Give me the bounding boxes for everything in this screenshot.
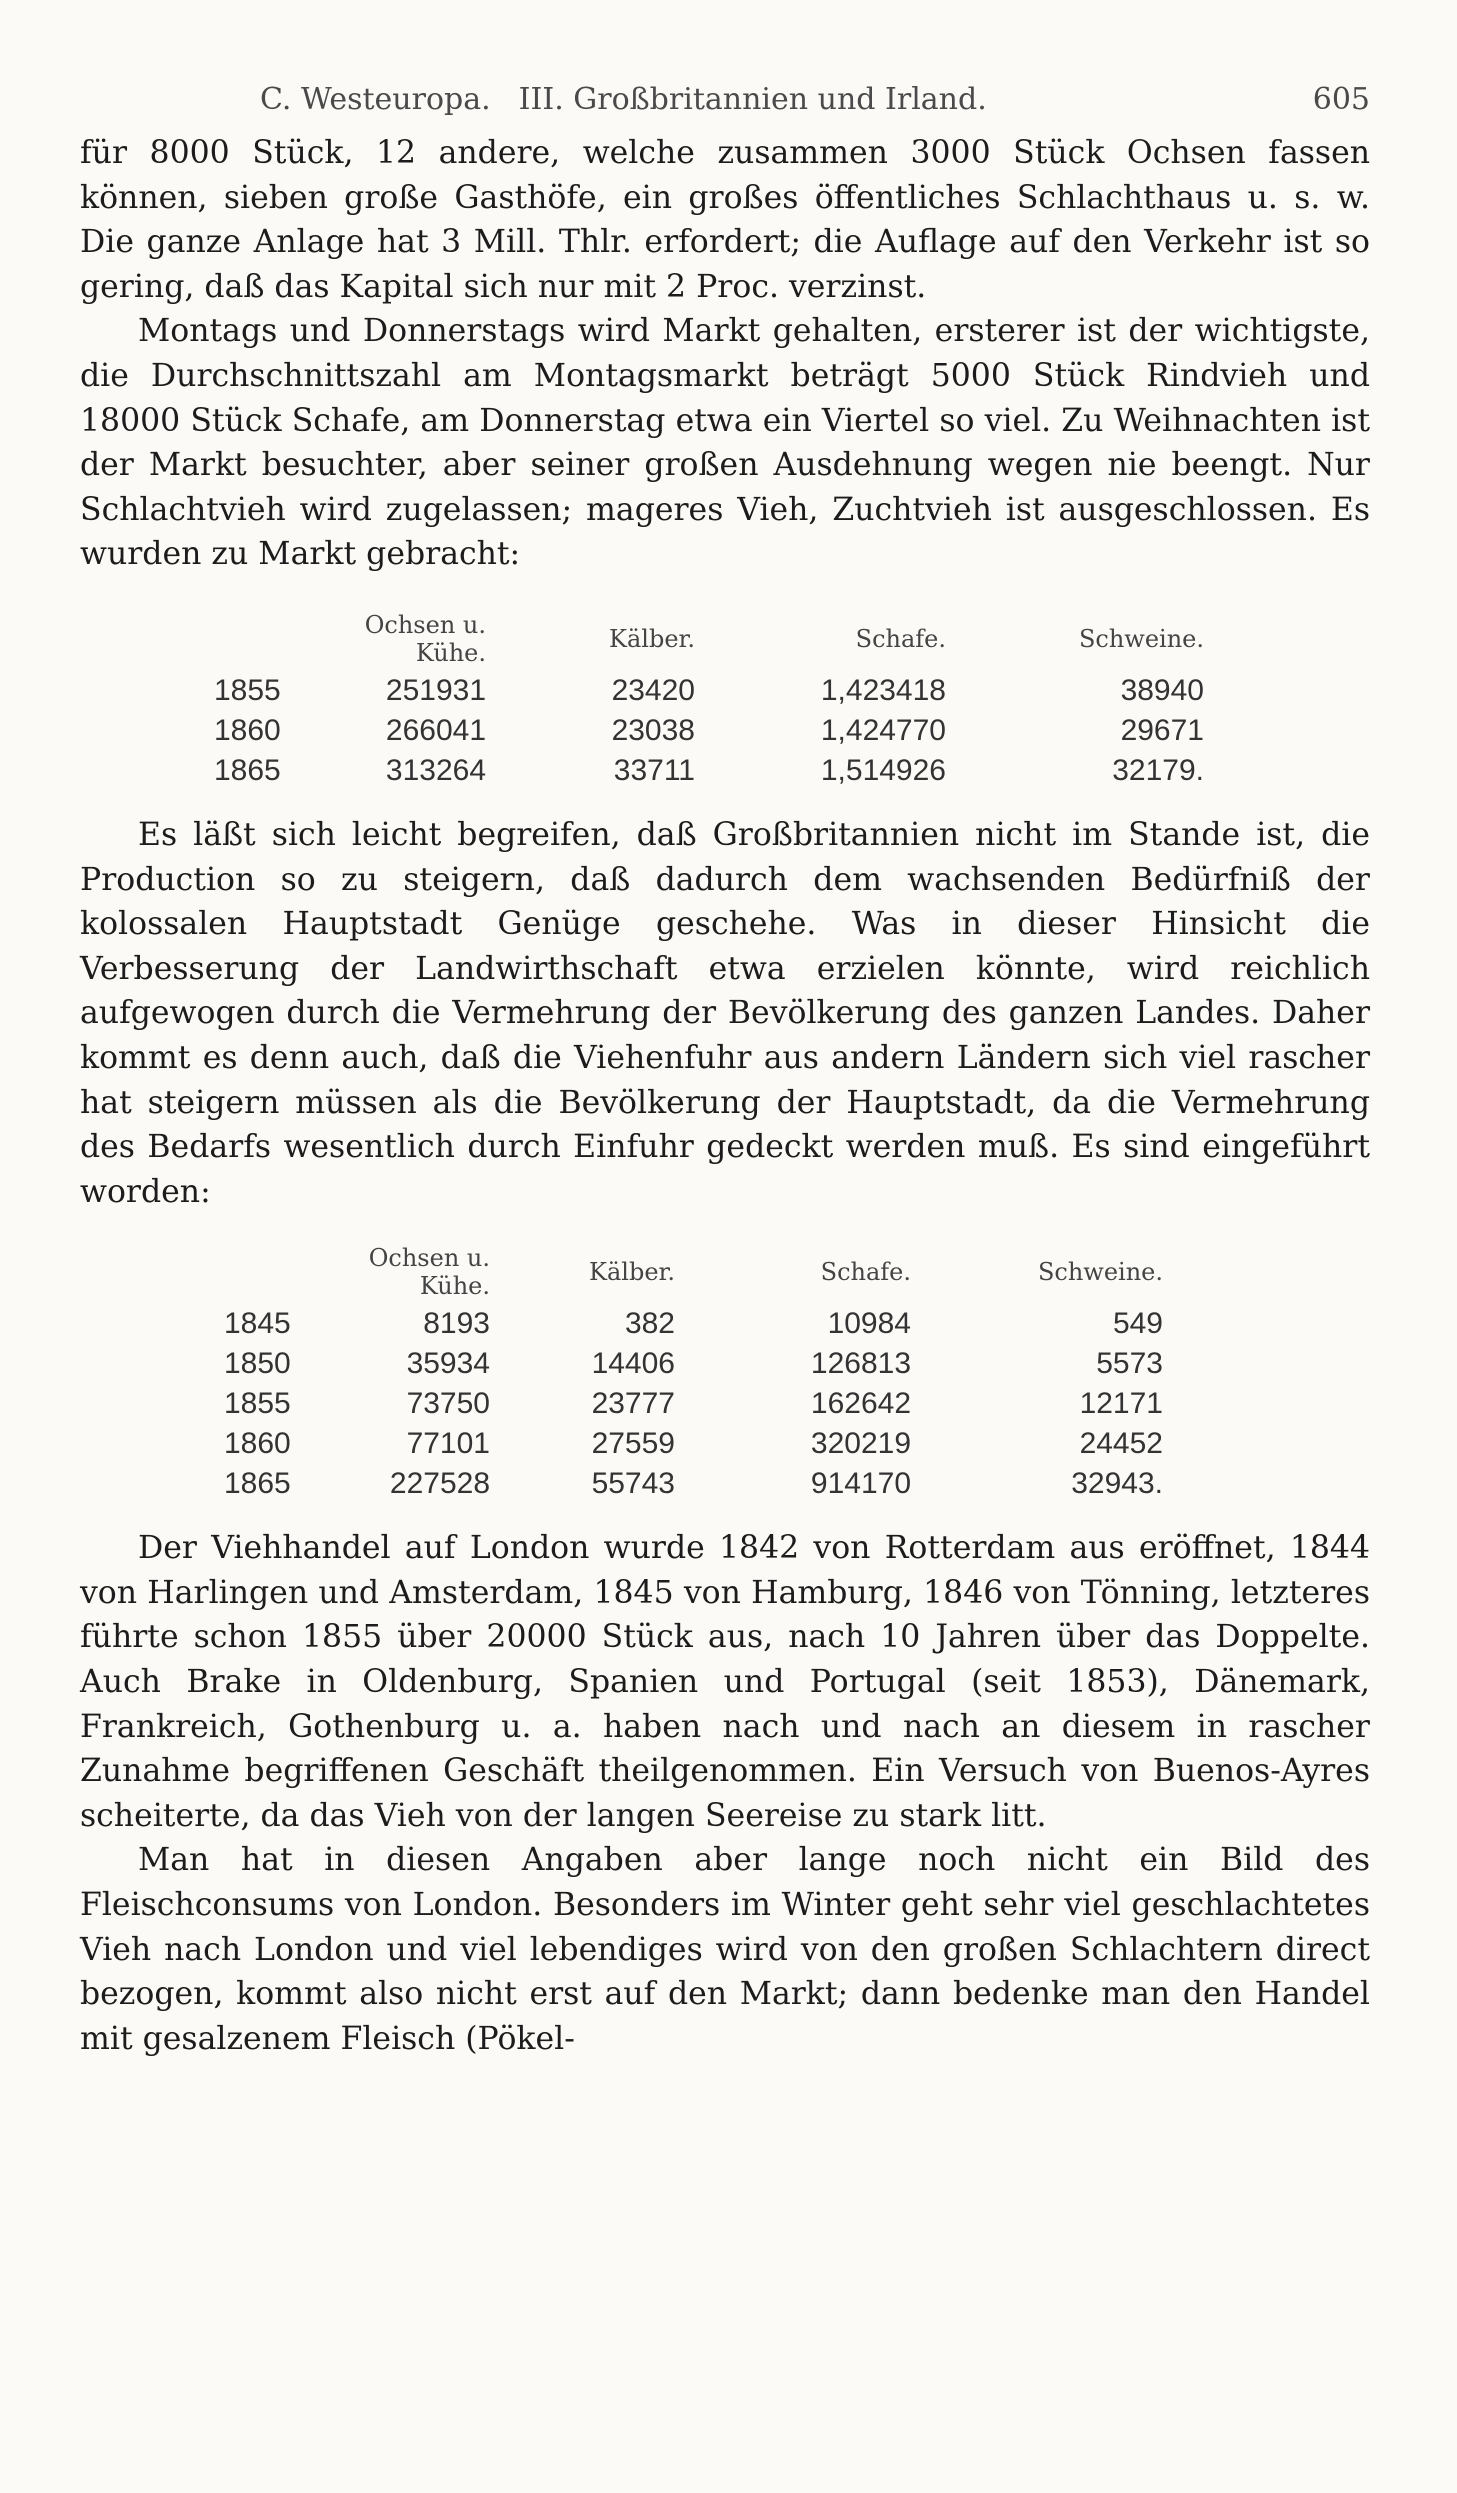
- paragraph-3: Es läßt sich leicht begreifen, daß Großbritannien nicht im Stande ist, die Production so zu steigern, daß dadurch dem wachsenden Bedürfniß der kolossalen Hauptstadt Genüge geschehe. Was in dieser Hinsicht die Verbesserung der Landwirthschaft etwa erzielen könnte, wird reichlich aufgewogen durch die Vermehrung der Bevölkerung des ganzen Landes. Daher kommt es denn auch, daß die Viehenfuhr aus andern Ländern sich viel rascher hat steigern müssen als die Bevölkerung der Hauptstadt, da die Vermehrung des Bedarfs wesentlich durch Einfuhr gedeckt werden muß. Es sind eingeführt worden:: [80, 816, 1370, 1210]
- cell-cattle: 227528: [389, 1467, 490, 1501]
- market-table-header: [214, 611, 1204, 671]
- cell-pigs: 38940: [1120, 673, 1204, 707]
- cell-cattle: 77101: [406, 1427, 490, 1461]
- row-year: 1855: [214, 673, 281, 707]
- cell-sheep: 914170: [810, 1467, 911, 1501]
- header-section: C. Westeuropa.: [260, 82, 491, 117]
- row-year: 1865: [214, 753, 281, 787]
- import-header-year: [224, 1244, 352, 1304]
- import-header-calves: Kälber.: [589, 1258, 675, 1287]
- cell-sheep: 1,424770: [820, 713, 946, 747]
- page-number: 605: [1312, 82, 1370, 117]
- market-header-year: [214, 611, 356, 671]
- paragraph-4: Der Viehhandel auf London wurde 1842 von Rotterdam aus eröffnet, 1844 von Harlingen und Amsterdam, 1845 von Hamburg, 1846 von Tönning, letzteres führte schon 1855 über 20000 Stück aus, nach 10 Jahren über das Doppelte. Auch Brake in Oldenburg, Spanien und Portugal (seit 1853), Dänemark, Frankreich, Gothenburg u. a. haben nach und nach an diesem in rascher Zunahme begriffenen Geschäft theilgenommen. Ein Versuch von Buenos-Ayres scheiterte, da das Vieh von der langen Seereise zu stark litt.: [80, 1530, 1370, 1834]
- cell-cattle: 35934: [406, 1347, 490, 1381]
- table-row: [224, 1384, 1163, 1424]
- cell-calves: 33711: [613, 753, 695, 787]
- cell-sheep: 10984: [827, 1307, 911, 1341]
- import-header-pigs: Schweine.: [1037, 1258, 1163, 1287]
- cell-calves: 23038: [611, 713, 695, 747]
- cell-sheep: 126813: [810, 1347, 911, 1381]
- cell-pigs: 12171: [1079, 1387, 1163, 1421]
- running-header: [80, 82, 1370, 117]
- cell-sheep: 1,514926: [820, 753, 946, 787]
- page: [80, 82, 1370, 2061]
- cell-calves: 382: [624, 1307, 675, 1341]
- paragraph-1: für 8000 Stück, 12 andere, welche zusammen 3000 Stück Ochsen fassen können, sieben große Gasthöfe, ein großes öffentliches Schlachthaus u. s. w. Die ganze Anlage hat 3 Mill. Thlr. erfordert; die Auflage auf den Verkehr ist so gering, daß das Kapital sich nur mit 2 Proc. verzinst.: [80, 135, 1370, 305]
- table-row: [214, 671, 1204, 711]
- cell-calves: 23777: [591, 1387, 675, 1421]
- row-year: 1845: [224, 1307, 291, 1341]
- row-year: 1850: [224, 1347, 291, 1381]
- table-row: [224, 1464, 1163, 1504]
- market-table: [214, 611, 1204, 791]
- cell-cattle: 73750: [406, 1387, 490, 1421]
- table-row: [224, 1304, 1163, 1344]
- cell-pigs: 549: [1112, 1307, 1163, 1341]
- header-chapter: III. Großbritannien und Irland.: [518, 82, 987, 117]
- cell-pigs: 5573: [1096, 1347, 1163, 1381]
- table-row: [224, 1424, 1163, 1464]
- row-year: 1860: [224, 1427, 291, 1461]
- import-table: [224, 1244, 1163, 1504]
- paragraph-5: Man hat in diesen Angaben aber lange noch nicht ein Bild des Fleischconsums von London. Besonders im Winter geht sehr viel geschlachtetes Vieh nach London und viel lebendiges wird von den großen Schlachtern direct bezogen, kommt also nicht erst auf den Markt; dann bedenke man den Handel mit gesalzenem Fleisch (Pökel-: [80, 1842, 1370, 2057]
- cell-sheep: 162642: [810, 1387, 911, 1421]
- cell-cattle: 251931: [385, 673, 486, 707]
- cell-cattle: 8193: [423, 1307, 490, 1341]
- table-row: [214, 711, 1204, 751]
- cell-cattle: 266041: [385, 713, 486, 747]
- import-table-header: [224, 1244, 1163, 1304]
- row-year: 1860: [214, 713, 281, 747]
- cell-pigs: 32943.: [1071, 1467, 1163, 1501]
- import-header-sheep: Schafe.: [820, 1258, 911, 1287]
- cell-calves: 27559: [591, 1427, 675, 1461]
- row-year: 1855: [224, 1387, 291, 1421]
- market-header-pigs: Schweine.: [1078, 624, 1204, 653]
- cell-calves: 23420: [611, 673, 695, 707]
- table-row: [224, 1344, 1163, 1384]
- cell-pigs: 29671: [1120, 713, 1204, 747]
- cell-calves: 14406: [591, 1347, 675, 1381]
- row-year: 1865: [224, 1467, 291, 1501]
- paragraph-2: Montags und Donnerstags wird Markt gehalten, ersterer ist der wichtigste, die Durchschnittszahl am Montagsmarkt beträgt 5000 Stück Rindvieh und 18000 Stück Schafe, am Donnerstag etwa ein Viertel so viel. Zu Weihnachten ist der Markt besuchter, aber seiner großen Ausdehnung wegen nie beengt. Nur Schlachtvieh wird zugelassen; mageres Vieh, Zuchtvieh ist ausgeschlossen. Es wurden zu Markt gebracht:: [80, 313, 1370, 573]
- market-header-cattle: Ochsen u. Kühe.: [364, 610, 486, 667]
- cell-pigs: 32179.: [1112, 753, 1204, 787]
- market-header-sheep: Schafe.: [855, 624, 946, 653]
- cell-calves: 55743: [591, 1467, 675, 1501]
- cell-sheep: 1,423418: [820, 673, 946, 707]
- cell-sheep: 320219: [810, 1427, 911, 1461]
- import-header-cattle: Ochsen u. Kühe.: [368, 1244, 490, 1301]
- market-header-calves: Kälber.: [609, 624, 695, 653]
- cell-pigs: 24452: [1079, 1427, 1163, 1461]
- cell-cattle: 313264: [385, 753, 486, 787]
- table-row: [214, 751, 1204, 791]
